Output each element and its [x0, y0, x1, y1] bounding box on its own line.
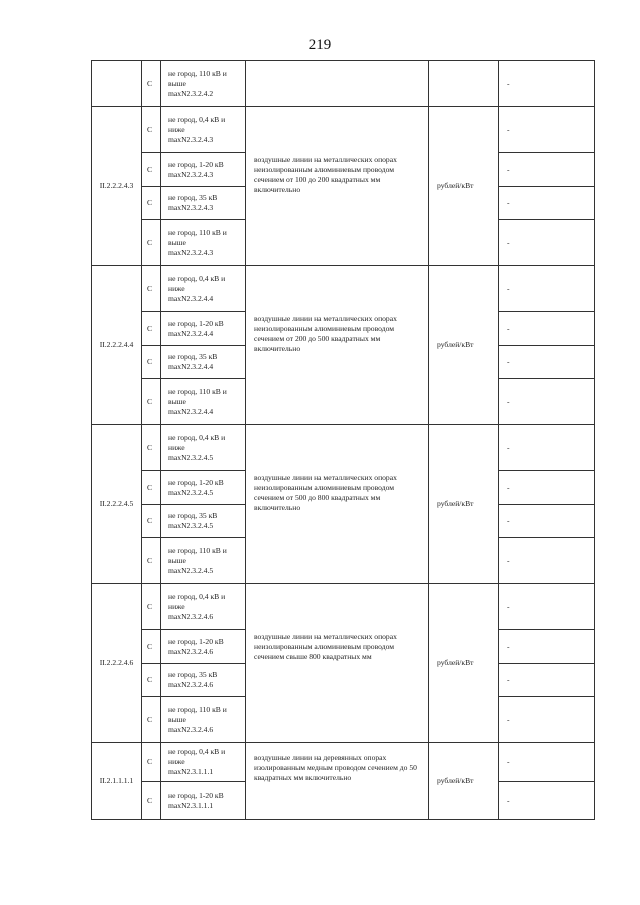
row-symbol: С — [142, 425, 161, 471]
voltage-level: не город, 0,4 кВ и ниже maxN2.3.2.4.4 — [168, 273, 226, 303]
voltage-level: не город, 0,4 кВ и ниже maxN2.3.2.4.5 — [168, 432, 226, 462]
row-code — [92, 61, 142, 107]
value-cell: - — [499, 107, 595, 153]
voltage-level: не город, 35 кВ maxN2.3.2.4.3 — [168, 193, 218, 212]
unit-cell: рублей/кВт — [429, 584, 499, 743]
voltage-level: не город, 0,4 кВ и ниже maxN2.3.2.4.3 — [168, 114, 226, 144]
value-cell: - — [499, 782, 595, 820]
value-cell: - — [499, 664, 595, 697]
voltage-level-cell — [161, 743, 246, 782]
row-code: II.2.1.1.1.1 — [92, 743, 142, 820]
line-description: воздушные линии на металлических опорах неизолированным алюминиевым проводом сечением свыше 800 квадратных мм — [246, 584, 429, 743]
row-symbol: С — [142, 538, 161, 584]
voltage-level-cell — [161, 379, 246, 425]
row-symbol: С — [142, 379, 161, 425]
table-row — [92, 107, 595, 153]
voltage-level: не город, 1-20 кВ maxN2.3.2.4.5 — [168, 477, 224, 497]
value-cell: - — [499, 220, 595, 266]
voltage-level-cell — [161, 153, 246, 187]
row-symbol: С — [142, 584, 161, 630]
voltage-level: не город, 110 кВ и выше maxN2.3.2.4.3 — [168, 227, 227, 257]
row-symbol: С — [142, 697, 161, 743]
row-symbol: С — [142, 153, 161, 187]
value-cell: - — [499, 153, 595, 187]
row-symbol: С — [142, 664, 161, 697]
unit-cell: рублей/кВт — [429, 266, 499, 425]
voltage-level-cell — [161, 266, 246, 312]
voltage-level: не город, 0,4 кВ и ниже maxN2.3.1.1.1 — [168, 747, 226, 776]
page-number: 219 — [308, 37, 332, 53]
voltage-level: не город, 110 кВ и выше maxN2.3.2.4.4 — [168, 386, 227, 416]
row-symbol: С — [142, 61, 161, 107]
line-description — [246, 61, 429, 107]
voltage-level-cell — [161, 782, 246, 820]
voltage-level-cell — [161, 697, 246, 743]
voltage-level-cell — [161, 664, 246, 697]
row-symbol: С — [142, 220, 161, 266]
value-cell: - — [499, 61, 595, 107]
voltage-level: не город, 110 кВ и выше maxN2.3.2.4.6 — [168, 704, 227, 734]
value-cell: - — [499, 346, 595, 379]
voltage-level: не город, 1-20 кВ maxN2.3.1.1.1 — [168, 790, 224, 810]
value-cell: - — [499, 379, 595, 425]
table-row — [92, 266, 595, 312]
line-description: воздушные линии на металлических опорах неизолированным алюминиевым проводом сечением от 100 до 200 квадратных мм включительно — [246, 107, 429, 266]
value-cell: - — [499, 538, 595, 584]
row-symbol: С — [142, 782, 161, 820]
value-cell: - — [499, 630, 595, 664]
voltage-level-cell — [161, 584, 246, 630]
row-symbol: С — [142, 505, 161, 538]
table-row — [92, 743, 595, 782]
line-description: воздушные линии на металлических опорах неизолированным алюминиевым проводом сечением от 500 до 800 квадратных мм включительно — [246, 425, 429, 584]
table-row — [92, 61, 595, 107]
voltage-level-cell — [161, 630, 246, 664]
row-symbol: С — [142, 312, 161, 346]
voltage-level: не город, 110 кВ и выше maxN2.3.2.4.2 — [168, 68, 227, 98]
unit-cell: рублей/кВт — [429, 743, 499, 820]
row-symbol: С — [142, 266, 161, 312]
voltage-level: не город, 110 кВ и выше maxN2.3.2.4.5 — [168, 545, 227, 575]
row-code: II.2.2.2.4.3 — [92, 107, 142, 266]
row-code: II.2.2.2.4.5 — [92, 425, 142, 584]
voltage-level: не город, 1-20 кВ maxN2.3.2.4.4 — [168, 318, 224, 338]
row-symbol: С — [142, 187, 161, 220]
voltage-level-cell — [161, 471, 246, 505]
voltage-level-cell — [161, 346, 246, 379]
row-symbol: С — [142, 630, 161, 664]
voltage-level-cell — [161, 312, 246, 346]
row-symbol: С — [142, 471, 161, 505]
row-code: II.2.2.2.4.6 — [92, 584, 142, 743]
unit-cell: рублей/кВт — [429, 425, 499, 584]
voltage-level-cell — [161, 538, 246, 584]
table-row — [92, 425, 595, 471]
voltage-level: не город, 1-20 кВ maxN2.3.2.4.6 — [168, 636, 224, 656]
line-description: воздушные линии на металлических опорах неизолированным алюминиевым проводом сечением от 200 до 500 квадратных мм включительно — [246, 266, 429, 425]
voltage-level-cell — [161, 187, 246, 220]
value-cell: - — [499, 505, 595, 538]
value-cell: - — [499, 697, 595, 743]
voltage-level-cell — [161, 425, 246, 471]
unit-cell — [429, 61, 499, 107]
voltage-level: не город, 35 кВ maxN2.3.2.4.6 — [168, 670, 218, 689]
voltage-level-cell — [161, 220, 246, 266]
tariff-table — [91, 60, 595, 820]
voltage-level-cell — [161, 61, 246, 107]
line-description: воздушные линии на деревянных опорах изолированным медным проводом сечением до 50 квадратных мм включительно — [246, 743, 429, 820]
voltage-level: не город, 35 кВ maxN2.3.2.4.4 — [168, 352, 218, 371]
voltage-level: не город, 35 кВ maxN2.3.2.4.5 — [168, 511, 218, 530]
row-symbol: С — [142, 346, 161, 379]
value-cell: - — [499, 187, 595, 220]
voltage-level: не город, 1-20 кВ maxN2.3.2.4.3 — [168, 159, 224, 179]
table-row — [92, 584, 595, 630]
value-cell: - — [499, 312, 595, 346]
row-symbol: С — [142, 743, 161, 782]
voltage-level-cell — [161, 107, 246, 153]
row-symbol: С — [142, 107, 161, 153]
value-cell: - — [499, 471, 595, 505]
unit-cell: рублей/кВт — [429, 107, 499, 266]
value-cell: - — [499, 266, 595, 312]
value-cell: - — [499, 584, 595, 630]
value-cell: - — [499, 743, 595, 782]
value-cell: - — [499, 425, 595, 471]
row-code: II.2.2.2.4.4 — [92, 266, 142, 425]
voltage-level: не город, 0,4 кВ и ниже maxN2.3.2.4.6 — [168, 591, 226, 621]
voltage-level-cell — [161, 505, 246, 538]
